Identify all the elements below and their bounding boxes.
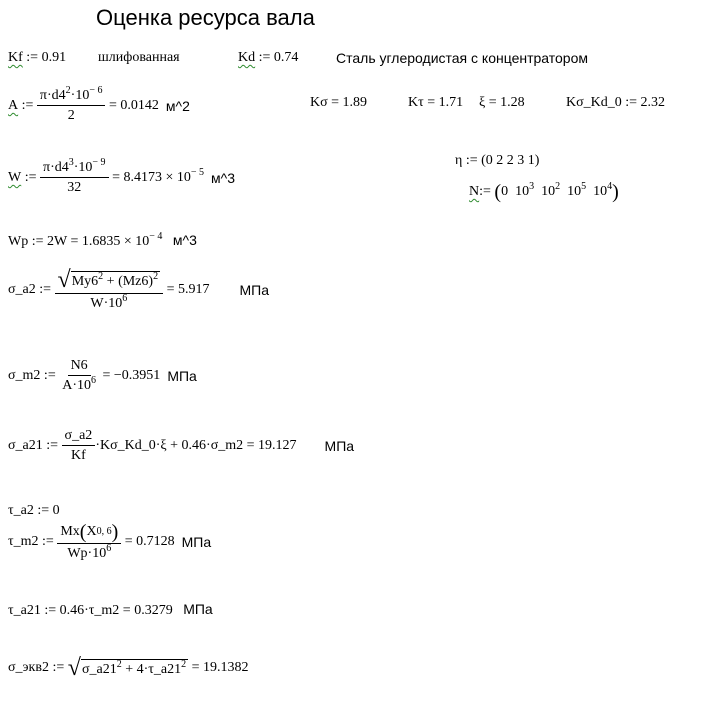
sigma-a21-fraction: [62, 428, 96, 464]
xi-value: ξ = 1.28: [479, 95, 525, 110]
n-elem-2-exp: 2: [555, 181, 561, 192]
w-num-pow: − 9: [92, 157, 106, 168]
n-elem-1: [515, 181, 535, 200]
page-title: Оценка ресурса вала: [96, 5, 315, 30]
n-elem-3: [567, 181, 587, 200]
tau-m2-den: Wp·10: [67, 546, 107, 561]
eta-values: (0 2 2 3 1): [481, 153, 540, 168]
sigma-m2-lhs: σ_m2 :=: [8, 368, 56, 383]
area-result: = 0.0142: [108, 98, 159, 113]
area-fraction: [37, 85, 106, 124]
tau-m2-rparen: ): [111, 521, 119, 543]
sigma-a2-unit: МПа: [239, 282, 269, 298]
sigma-m2-num: N6: [68, 358, 91, 376]
n-name: N: [469, 184, 480, 199]
n-elem-2-base: 10: [541, 184, 556, 199]
material-text: Сталь углеродистая с концентратором: [336, 50, 589, 66]
kf-definition[interactable]: [8, 50, 66, 66]
sigma-a21-rest: ·Kσ_Kd_0·ξ + 0.46·σ_m2 = 19.127: [95, 438, 297, 453]
area-num-a: π·d4: [39, 88, 66, 103]
kf-assign: := 0.91: [26, 50, 67, 65]
sigma-ekv2-a-exp: 2: [116, 658, 122, 670]
sigma-ekv2-lhs: σ_экв2 :=: [8, 660, 65, 675]
ks-kd-value[interactable]: [566, 95, 665, 111]
n-assign: :=: [479, 184, 491, 199]
sigma-a2-mz: + (Mz6): [103, 273, 154, 289]
area-formula[interactable]: [8, 85, 190, 124]
eta-lhs: η :=: [455, 153, 482, 168]
w-assign: :=: [24, 170, 37, 185]
w-result: [112, 167, 204, 186]
w-num-a: π·d4: [43, 160, 69, 175]
sigma-a2-my-exp: 2: [98, 270, 104, 282]
tau-m2-formula[interactable]: [8, 522, 211, 562]
w-num-c: ·10: [73, 160, 93, 175]
sigma-a2-my: My6: [71, 273, 99, 289]
eta-vector[interactable]: [455, 153, 539, 169]
w-name: W: [8, 170, 22, 185]
n-elem-3-exp: 5: [581, 181, 587, 192]
sqrt-icon: √: [57, 267, 71, 293]
sigma-a21-lhs: σ_a21 :=: [8, 438, 59, 453]
sigma-m2-formula[interactable]: [8, 358, 197, 394]
sigma-a21-formula[interactable]: [8, 428, 354, 464]
sigma-m2-unit: МПа: [167, 368, 197, 384]
sigma-a2-den: W·10: [90, 296, 123, 311]
wp-expr: Wp := 2W = 1.6835 × 10: [8, 234, 150, 249]
n-elem-4: [593, 181, 613, 200]
area-unit: м^2: [165, 98, 190, 114]
n-elem-0: 0: [501, 184, 509, 199]
sigma-m2-den-exp: 6: [91, 375, 97, 386]
n-elem-1-exp: 3: [529, 181, 535, 192]
tau-m2-result: = 0.7128: [124, 534, 175, 549]
wp-unit: м^3: [172, 232, 197, 248]
sigma-a2-lhs: σ_a2 :=: [8, 282, 52, 297]
sigma-m2-fraction: [59, 358, 99, 394]
tau-m2-x: X: [86, 524, 97, 539]
tau-a21-formula[interactable]: [8, 601, 213, 619]
kf-name: Kf: [8, 50, 23, 65]
sigma-m2-result: = −0.3951: [102, 368, 161, 383]
w-fraction: [40, 157, 109, 196]
sigma-a21-num: σ_a2: [62, 428, 96, 446]
area-num-exp: 2: [65, 85, 71, 96]
tau-m2-fraction: Mx ( X 0, 6 ) $Wp\cdot 10^6$: [57, 522, 121, 562]
tau-m2-lparen: (: [79, 521, 87, 543]
area-name: A: [8, 98, 19, 113]
sigma-ekv2-a: σ_a21: [81, 661, 117, 677]
sigma-a2-den-exp: 6: [122, 293, 128, 304]
tau-m2-unit: МПа: [181, 534, 212, 550]
kt-value: Kτ = 1.71: [408, 95, 464, 110]
tau-a21-unit: МПа: [183, 601, 213, 617]
w-result-base: = 8.4173 × 10: [112, 170, 191, 185]
tau-a2-expr: τ_a2 := 0: [8, 503, 60, 518]
ks-kd-text: Kσ_Kd_0 := 2.32: [566, 95, 666, 110]
sigma-a2-mz-exp: 2: [153, 270, 159, 282]
wp-formula[interactable]: [8, 232, 197, 250]
kd-assign: := 0.74: [258, 50, 299, 65]
ks-value: Kσ = 1.89: [310, 95, 368, 110]
w-den: 32: [67, 180, 82, 195]
w-formula[interactable]: [8, 157, 235, 196]
sigma-m2-den: A·10: [62, 378, 92, 393]
sigma-a21-unit: МПа: [324, 438, 355, 454]
sigma-ekv2-b-exp: 2: [181, 658, 187, 670]
kd-name: Kd: [238, 50, 256, 65]
n-elem-1-base: 10: [515, 184, 530, 199]
tau-m2-mx: Mx: [60, 524, 80, 539]
n-left-paren: (: [494, 181, 502, 203]
area-num-c: ·10: [70, 88, 90, 103]
sigma-ekv2-b: + 4·τ_a21: [121, 661, 182, 677]
tau-a21-expr: τ_a21 := 0.46·τ_m2 = 0.3279: [8, 603, 173, 618]
sigma-ekv2-result: = 19.1382: [191, 660, 249, 675]
tau-m2-den-exp: 6: [106, 543, 112, 554]
area-assign: :=: [21, 98, 34, 113]
n-elem-2: [541, 181, 561, 200]
sigma-a2-result: = 5.917: [166, 282, 210, 297]
sigma-a2-formula[interactable]: [8, 268, 269, 312]
n-elem-4-exp: 4: [607, 181, 613, 192]
surface-text: шлифованная: [98, 50, 180, 65]
wp-exp: − 4: [149, 231, 163, 242]
sqrt-icon: √: [67, 655, 81, 681]
w-num-exp: 3: [68, 157, 74, 168]
area-den: 2: [67, 108, 75, 123]
w-unit: м^3: [211, 170, 235, 186]
n-elem-4-base: 10: [593, 184, 608, 199]
tau-m2-lhs: τ_m2 :=: [8, 534, 54, 549]
sigma-ekv2-formula[interactable]: [8, 656, 249, 680]
n-vector[interactable]: [469, 182, 619, 202]
w-result-exp: − 5: [190, 167, 204, 178]
tau-a2-formula[interactable]: [8, 503, 60, 519]
n-elem-3-base: 10: [567, 184, 582, 199]
area-num-pow: − 6: [89, 85, 103, 96]
kd-definition[interactable]: [238, 50, 298, 66]
sigma-a2-fraction: [55, 268, 164, 312]
sigma-a21-den: Kf: [71, 448, 86, 463]
n-right-paren: ): [612, 181, 619, 203]
